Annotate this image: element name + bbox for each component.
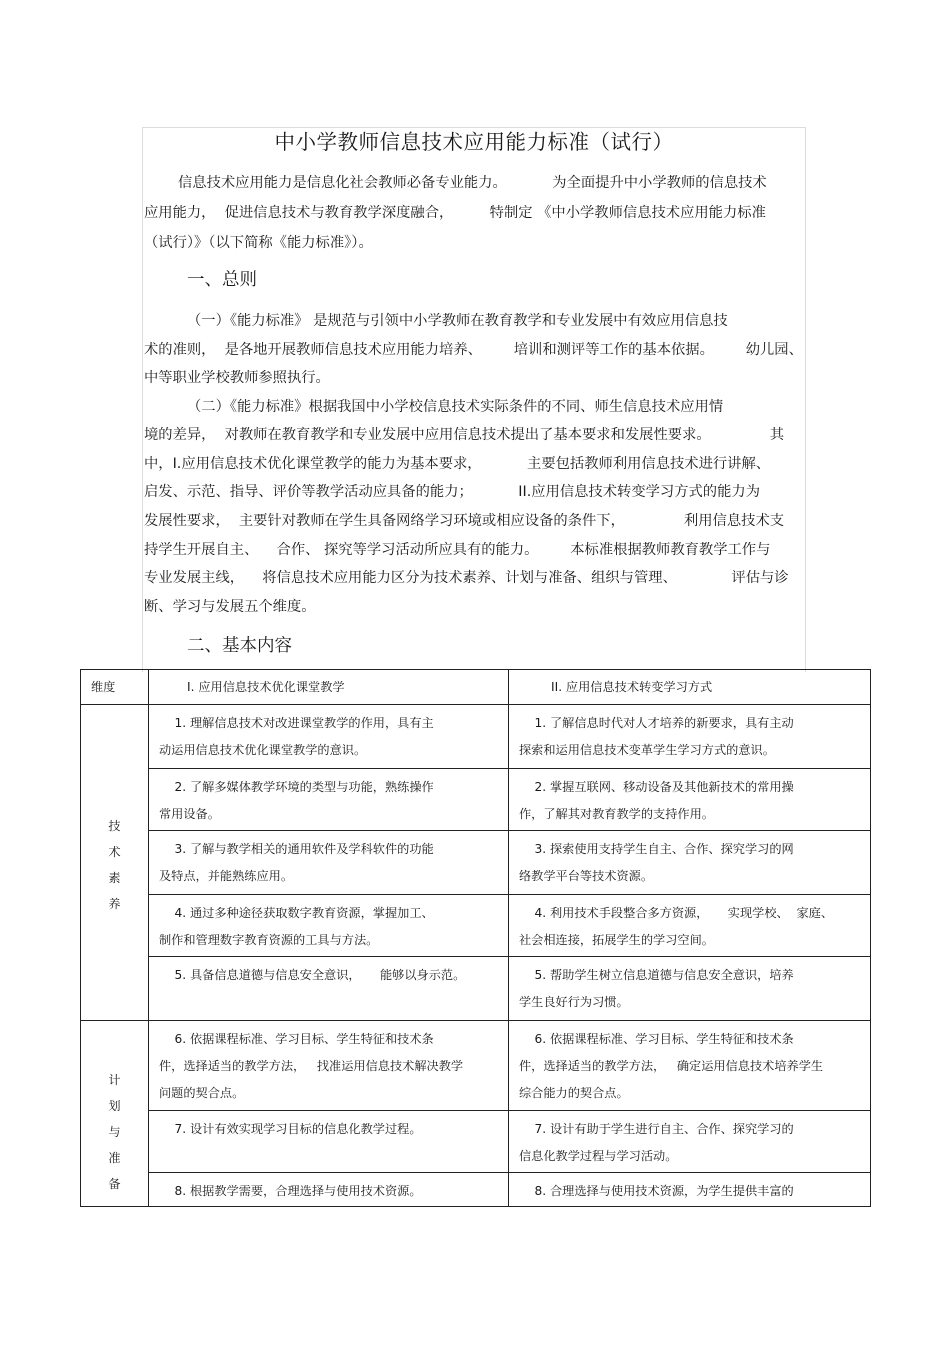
header-basic: I. 应用信息技术优化课堂教学 <box>149 670 509 705</box>
header-developmental: II. 应用信息技术转变学习方式 <box>509 670 871 705</box>
dimension-char: 素 <box>108 871 121 885</box>
table-row <box>81 895 871 957</box>
cell-text-line: 常用设备。 <box>159 807 220 821</box>
paragraph-line: 中，I.应用信息技术优化课堂教学的能力为基本要求， 主要包括教师利用信息技术进行讲解、 <box>144 456 771 472</box>
cell-text-line: 社会相连接，拓展学生的学习空间。 <box>519 933 714 947</box>
intro-line: （试行）》（以下简称《能力标准》）。 <box>144 235 373 251</box>
cell-text-line: 6. 依据课程标准、学习目标、学生特征和技术条 <box>159 1032 434 1046</box>
cell-text-line: 8. 根据教学需要，合理选择与使用技术资源。 <box>159 1184 422 1198</box>
developmental-requirement-cell <box>509 1173 871 1207</box>
cell-text-line: 及特点，并能熟练应用。 <box>159 869 294 883</box>
cell-text-line: 问题的契合点。 <box>159 1086 245 1100</box>
cell-text-line: 2. 了解多媒体教学环境的类型与功能，熟练操作 <box>159 780 434 794</box>
developmental-requirement-cell <box>509 895 871 957</box>
basic-requirement-cell <box>149 1021 509 1111</box>
cell-text-line: 作，了解其对教育教学的支持作用。 <box>519 807 714 821</box>
basic-requirement-cell <box>149 957 509 1021</box>
developmental-requirement-cell <box>509 769 871 831</box>
cell-text-line: 1. 理解信息技术对改进课堂教学的作用，具有主 <box>159 716 434 730</box>
cell-text-line: 动运用信息技术优化课堂教学的意识。 <box>159 743 367 757</box>
cell-text-line: 7. 设计有助于学生进行自主、合作、探究学习的 <box>519 1122 794 1136</box>
basic-requirement-cell <box>149 769 509 831</box>
basic-requirement-cell <box>149 895 509 957</box>
dimension-cell <box>81 705 149 1021</box>
intro-line: 信息技术应用能力是信息化社会教师必备专业能力。 为全面提升中小学教师的信息技术 <box>178 175 767 191</box>
dimension-char: 与 <box>108 1125 121 1139</box>
dimension-char: 划 <box>108 1099 121 1113</box>
cell-text-line: 3. 探索使用支持学生自主、合作、探究学习的网 <box>519 842 794 856</box>
paragraph-line: （二）《能力标准》根据我国中小学校信息技术实际条件的不同、师生信息技术应用情 <box>187 399 724 415</box>
table-header-row <box>81 670 871 705</box>
dimension-char: 术 <box>108 845 121 859</box>
basic-requirement-cell <box>149 1111 509 1173</box>
section-heading-general: 一、总则 <box>187 270 257 290</box>
table-row <box>81 1021 871 1111</box>
cell-text-line: 件，选择适当的教学方法， 确定运用信息技术培养学生 <box>519 1059 824 1073</box>
dimension-cell <box>81 1021 149 1207</box>
basic-requirement-cell <box>149 831 509 895</box>
cell-text-line: 信息化教学过程与学习活动。 <box>519 1149 678 1163</box>
paragraph-line: 启发、示范、指导、评价等教学活动应具备的能力； II.应用信息技术转变学习方式的能力为 <box>144 484 760 500</box>
cell-text-line: 制作和管理数字教育资源的工具与方法。 <box>159 933 379 947</box>
cell-text-line: 件，选择适当的教学方法， 找准运用信息技术解决教学 <box>159 1059 464 1073</box>
dimension-char: 准 <box>108 1151 121 1165</box>
cell-text-line: 5. 帮助学生树立信息道德与信息安全意识，培养 <box>519 968 794 982</box>
basic-requirement-cell <box>149 1173 509 1207</box>
developmental-requirement-cell <box>509 831 871 895</box>
cell-text-line: 综合能力的契合点。 <box>519 1086 629 1100</box>
intro-line: 应用能力， 促进信息技术与教育教学深度融合， 特制定 《中小学教师信息技术应用能力标准 <box>144 205 766 221</box>
paragraph-line: 术的准则， 是各地开展教师信息技术应用能力培养、 培训和测评等工作的基本依据。 幼儿园、 <box>144 342 803 358</box>
cell-text-line: 4. 利用技术手段整合多方资源， 实现学校、 家庭、 <box>519 906 834 920</box>
cell-text-line: 探索和运用信息技术变革学生学习方式的意识。 <box>519 743 775 757</box>
standards-table <box>80 669 871 1207</box>
table-row <box>81 1173 871 1207</box>
table-row <box>81 769 871 831</box>
developmental-requirement-cell <box>509 1021 871 1111</box>
header-dimension: 维度 <box>81 670 149 705</box>
dimension-char: 备 <box>108 1177 121 1191</box>
paragraph-line: 中等职业学校教师参照执行。 <box>144 370 330 386</box>
table-row <box>81 957 871 1021</box>
cell-text-line: 8. 合理选择与使用技术资源，为学生提供丰富的 <box>519 1184 794 1198</box>
paragraph-line: 持学生开展自主、 合作、 探究等学习活动所应具有的能力。 本标准根据教师教育教学工作与 <box>144 542 771 558</box>
cell-text-line: 4. 通过多种途径获取数字教育资源，掌握加工、 <box>159 906 434 920</box>
paragraph-line: 境的差异， 对教师在教育教学和专业发展中应用信息技术提出了基本要求和发展性要求。 其 <box>144 427 785 443</box>
cell-text-line: 5. 具备信息道德与信息安全意识， 能够以身示范。 <box>159 968 466 982</box>
basic-requirement-cell <box>149 705 509 769</box>
cell-text-line: 6. 依据课程标准、学习目标、学生特征和技术条 <box>519 1032 794 1046</box>
section-heading-content: 二、基本内容 <box>187 636 292 656</box>
cell-text-line: 1. 了解信息时代对人才培养的新要求，具有主动 <box>519 716 794 730</box>
paragraph-line: （一）《能力标准》 是规范与引领中小学教师在教育教学和专业发展中有效应用信息技 <box>187 313 728 329</box>
table-row <box>81 1111 871 1173</box>
cell-text-line: 2. 掌握互联网、移动设备及其他新技术的常用操 <box>519 780 794 794</box>
dimension-char: 技 <box>108 819 121 833</box>
developmental-requirement-cell <box>509 1111 871 1173</box>
paragraph-line: 专业发展主线， 将信息技术应用能力区分为技术素养、计划与准备、组织与管理、 评估与诊 <box>144 570 789 586</box>
table-row <box>81 831 871 895</box>
developmental-requirement-cell <box>509 957 871 1021</box>
paragraph-line: 发展性要求， 主要针对教师在学生具备网络学习环境或相应设备的条件下， 利用信息技术支 <box>144 513 785 529</box>
paragraph-line: 断、学习与发展五个维度。 <box>144 599 316 615</box>
document-title: 中小学教师信息技术应用能力标准（试行） <box>274 130 674 154</box>
table-row <box>81 705 871 769</box>
cell-text-line: 3. 了解与教学相关的通用软件及学科软件的功能 <box>159 842 434 856</box>
dimension-char: 计 <box>108 1073 121 1087</box>
cell-text-line: 学生良好行为习惯。 <box>519 995 629 1009</box>
cell-text-line: 7. 设计有效实现学习目标的信息化教学过程。 <box>159 1122 422 1136</box>
dimension-char: 养 <box>108 897 121 911</box>
cell-text-line: 络教学平台等技术资源。 <box>519 869 654 883</box>
developmental-requirement-cell <box>509 705 871 769</box>
